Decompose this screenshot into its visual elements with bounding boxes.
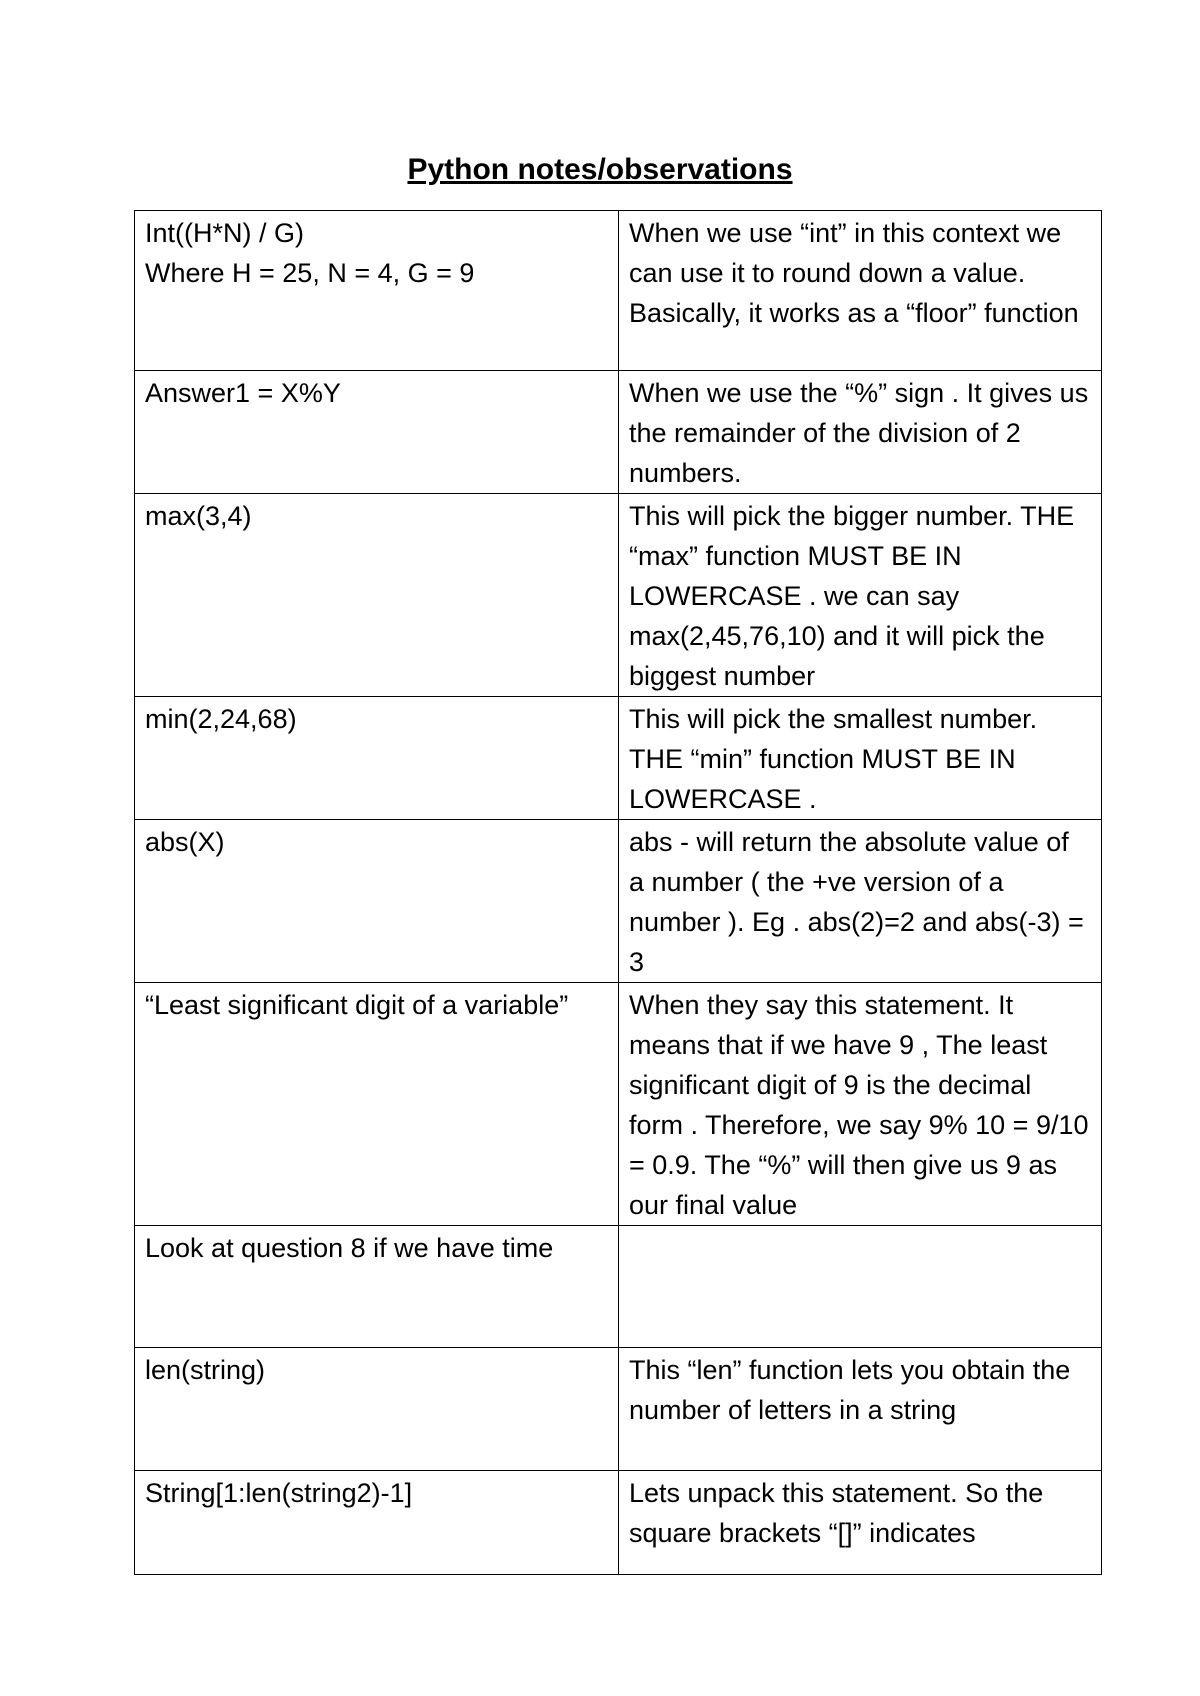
note-text: When they say this statement. It means that if we have 9 , The least significant digit of 9 is the decimal form . Therefore, we say 9% 10 = 9/10 = 0.9. The “%” will then give us 9 as our final value — [629, 990, 1089, 1220]
code-text: String[1:len(string2)-1] — [145, 1478, 413, 1508]
note-cell — [619, 1348, 1102, 1471]
table-row — [135, 211, 1102, 371]
code-cell — [135, 1471, 619, 1575]
code-text: Answer1 = X%Y — [145, 378, 341, 408]
code-cell — [135, 211, 619, 371]
table-row — [135, 983, 1102, 1226]
page-title: Python notes/observations — [407, 153, 793, 186]
table-row — [135, 820, 1102, 983]
code-cell — [135, 697, 619, 820]
code-text: Look at question 8 if we have time — [145, 1233, 554, 1263]
note-text: This will pick the smallest number. THE “min” function MUST BE IN LOWERCASE . — [629, 704, 1038, 814]
code-cell — [135, 371, 619, 494]
note-text: When we use “int” in this context we can use it to round down a value. Basically, it works as a “floor” function — [629, 218, 1079, 328]
table-row — [135, 697, 1102, 820]
table-row — [135, 494, 1102, 697]
note-text: This will pick the bigger number. THE “max” function MUST BE IN LOWERCASE . we can say max(2,45,76,10) and it will pick the biggest number — [629, 501, 1075, 691]
note-cell — [619, 820, 1102, 983]
note-cell — [619, 983, 1102, 1226]
table-row — [135, 1471, 1102, 1575]
note-cell — [619, 1471, 1102, 1575]
table-row — [135, 1348, 1102, 1471]
note-text: abs - will return the absolute value of a number ( the +ve version of a number ). Eg . abs(2)=2 and abs(-3) = 3 — [629, 827, 1084, 977]
code-cell — [135, 1226, 619, 1348]
code-text: Int((H*N) / G) Where H = 25, N = 4, G = 9 — [145, 218, 475, 288]
code-cell — [135, 820, 619, 983]
note-text: When we use the “%” sign . It gives us the remainder of the division of 2 numbers. — [629, 378, 1089, 488]
notes-table — [134, 210, 1102, 1575]
note-cell — [619, 697, 1102, 820]
code-cell — [135, 1348, 619, 1471]
note-cell — [619, 494, 1102, 697]
table-row — [135, 371, 1102, 494]
table-row — [135, 1226, 1102, 1348]
note-text: This “len” function lets you obtain the number of letters in a string — [629, 1355, 1071, 1425]
code-text: len(string) — [145, 1355, 266, 1385]
code-cell — [135, 494, 619, 697]
note-text: Lets unpack this statement. So the square brackets “[]” indicates — [629, 1478, 1044, 1548]
code-text: “Least significant digit of a variable” — [145, 990, 569, 1020]
code-text: abs(X) — [145, 827, 225, 857]
note-cell — [619, 211, 1102, 371]
code-text: max(3,4) — [145, 501, 252, 531]
code-cell — [135, 983, 619, 1226]
code-text: min(2,24,68) — [145, 704, 297, 734]
note-cell — [619, 371, 1102, 494]
note-cell — [619, 1226, 1102, 1348]
